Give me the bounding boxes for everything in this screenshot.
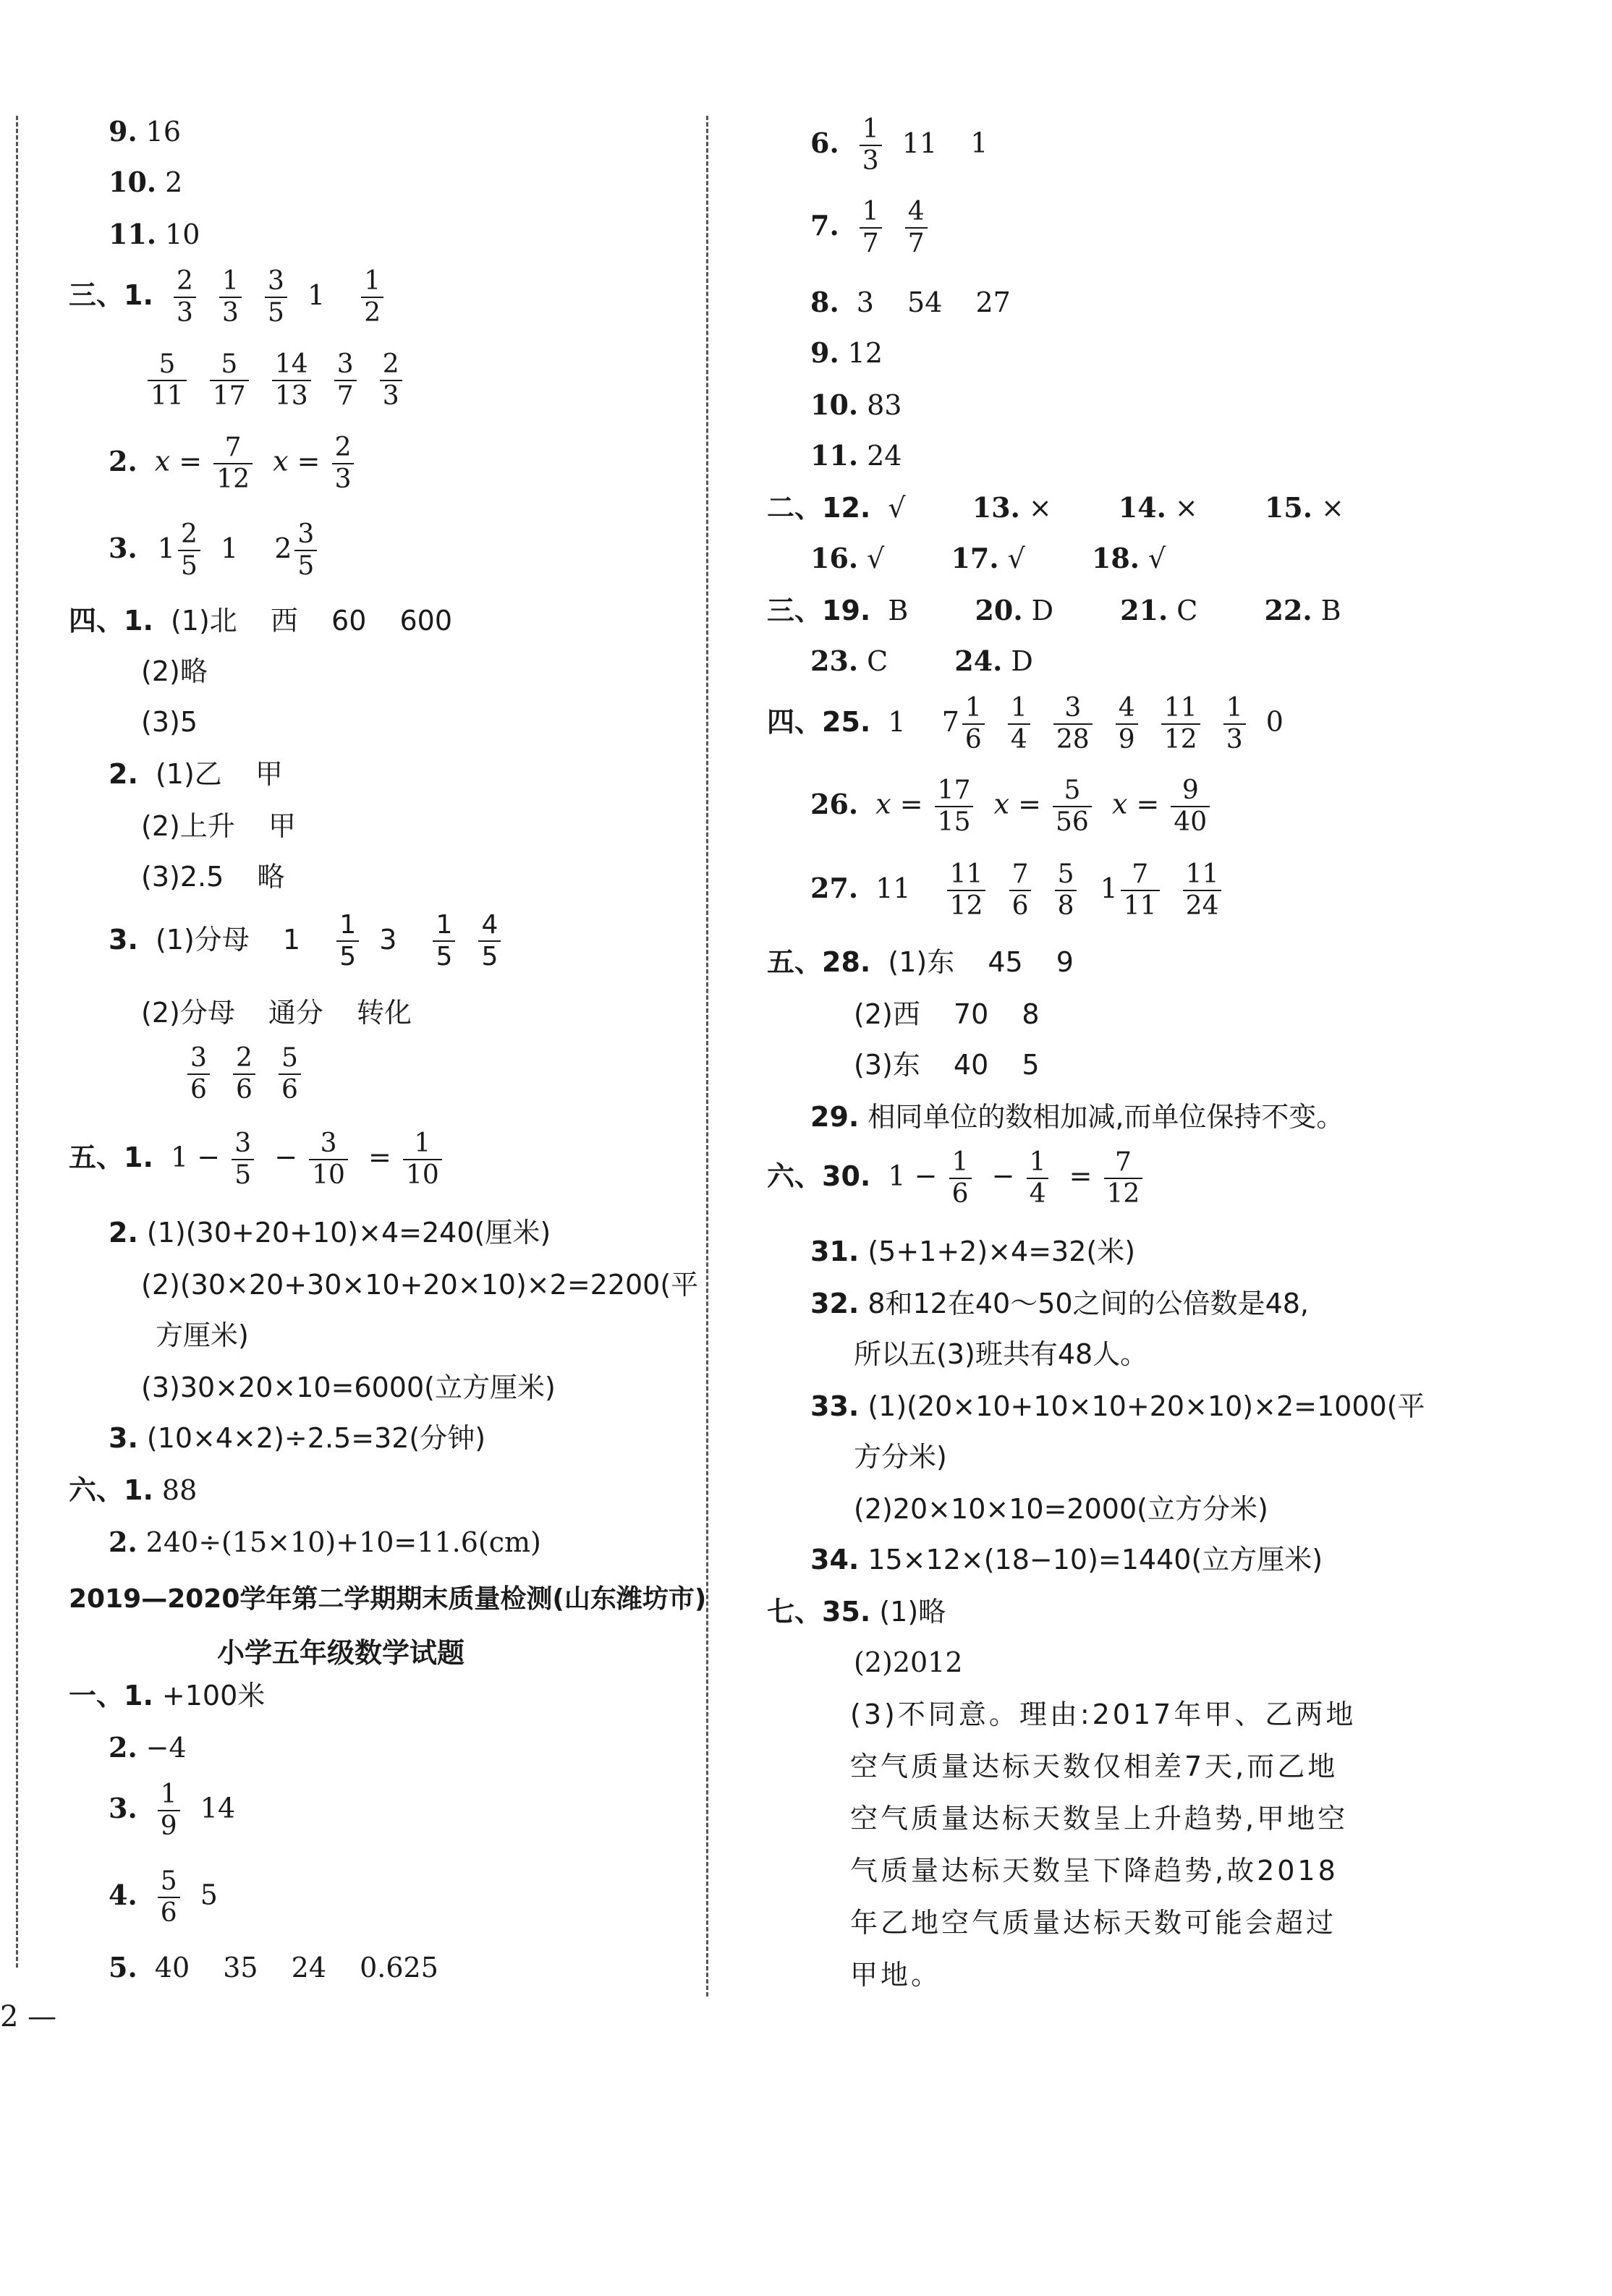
section-3-row1: 三、19. B 20. D 21. C 22. B — [767, 594, 1341, 626]
section-5-q28-part3: (3)东 40 5 — [854, 1049, 1040, 1081]
fraction: $\frac{1}{3}$ — [1223, 693, 1246, 755]
part1-q2: 2. −4 — [109, 1731, 187, 1764]
fraction: $\frac{5}{6}$ — [158, 1866, 180, 1929]
section-4-q26: 26. x = $\frac{17}{15}$ x = $\frac{5}{56}$ x = $\frac{9}{40}$ — [810, 775, 1221, 848]
fraction: $\frac{9}{40}$ — [1171, 775, 1210, 838]
section-4-q3-part2: (2)分母 通分 转化 — [141, 997, 412, 1029]
answer-9: 9. 16 — [109, 115, 182, 148]
fraction: $\frac{3}{28}$ — [1053, 693, 1093, 755]
fraction: $\frac{2}{5}$ — [178, 519, 200, 582]
section-3-q1-row2 — [145, 349, 414, 422]
fraction: $\frac{14}{13}$ — [272, 349, 311, 412]
section-5-q1: 五、1. 1 − $\frac{3}{5}$ − $\frac{3}{10}$ = $\frac{1}{10}$ — [69, 1128, 454, 1201]
fraction: $\frac{1}{5}$ — [433, 910, 455, 972]
section-5-q3: 3. (10×4×2)÷2.5=32(分钟) — [109, 1422, 486, 1454]
fraction: $\frac{3}{6}$ — [187, 1043, 210, 1105]
fraction: $\frac{3}{10}$ — [309, 1128, 348, 1191]
fraction: $\frac{1}{9}$ — [158, 1780, 180, 1842]
fraction: $\frac{11}{12}$ — [1161, 693, 1200, 755]
section-6-q33-part2: (2)20×10×10=2000(立方分米) — [854, 1493, 1268, 1525]
cut-line-left — [16, 116, 18, 1968]
fraction: $\frac{2}{3}$ — [332, 433, 355, 495]
fraction: $\frac{1}{6}$ — [949, 1147, 972, 1209]
section-6-q30: 六、30. 1 − $\frac{1}{6}$ − $\frac{1}{4}$ = $\frac{7}{12}$ — [767, 1147, 1154, 1220]
fraction: $\frac{3}{5}$ — [232, 1128, 254, 1191]
section-6-q33: 33. (1)(20×10+10×10+20×10)×2=1000(平 — [810, 1390, 1425, 1422]
fraction: $\frac{5}{17}$ — [210, 349, 249, 412]
fraction: $\frac{5}{8}$ — [1055, 859, 1077, 922]
exam-title: 2019—2020学年第二学期期末质量检测(山东潍坊市) — [69, 1584, 707, 1614]
section-2-row1: 二、12. √ 13. × 14. × 15. × — [767, 491, 1344, 524]
section-5-q28-part2: (2)西 70 8 — [854, 998, 1040, 1030]
fraction: $\frac{4}{7}$ — [905, 197, 928, 259]
section-5-q2: 2. (1)(30+20+10)×4=240(厘米) — [109, 1217, 551, 1249]
section-6-q31: 31. (5+1+2)×4=32(米) — [810, 1236, 1136, 1267]
section-4-q2-part2: (2)上升 甲 — [141, 810, 296, 842]
part1-q4: 4. $\frac{5}{6}$ 5 — [109, 1866, 218, 1928]
fraction: $\frac{5}{56}$ — [1053, 775, 1092, 838]
fraction: $\frac{11}{12}$ — [947, 859, 986, 922]
fraction: $\frac{5}{11}$ — [148, 349, 187, 412]
section-3-q2: 2. x = $\frac{7}{12}$ x = $\frac{2}{3}$ — [109, 433, 365, 505]
fraction: $\frac{5}{6}$ — [279, 1043, 301, 1105]
fraction: $\frac{1}{4}$ — [1027, 1147, 1049, 1209]
fraction: $\frac{4}{9}$ — [1116, 693, 1138, 755]
fraction: $\frac{3}{5}$ — [294, 519, 317, 582]
section-5-q29: 29. 相同单位的数相加减,而单位保持不变。 — [810, 1101, 1344, 1133]
answer-r6: 6. $\frac{1}{3}$ 11 1 — [810, 114, 988, 176]
fraction: $\frac{17}{15}$ — [935, 775, 974, 838]
page-number: 2 — — [0, 2000, 57, 2033]
fraction: $\frac{7}{12}$ — [1104, 1147, 1143, 1209]
section-7-q35-part3: (3)不同意。理由:2017年甲、乙两地空气质量达标天数仅相差7天,而乙地空气质量达标天数呈上升趋势,甲地空气质量达标天数呈下降趋势,故2018年乙地空气质量达标天数可能会超过甲地。 — [850, 1698, 1357, 1991]
section-4-q1-part3: (3)5 — [141, 706, 198, 738]
section-5-q28: 五、28. (1)东 45 9 — [767, 946, 1074, 978]
answer-r8: 8. 3 54 27 — [810, 286, 1011, 318]
section-3-q3: 3. 1 $\frac{2}{5}$ 1 2 $\frac{3}{5}$ — [109, 519, 328, 592]
section-4-q2: 2. (1)乙 甲 — [109, 758, 283, 790]
fraction: $\frac{11}{24}$ — [1183, 859, 1222, 922]
fraction: $\frac{7}{6}$ — [1009, 859, 1032, 922]
fraction: $\frac{1}{5}$ — [336, 910, 359, 972]
section-3-q1-row1: 三、1. $\frac{2}{3}$ $\frac{1}{3}$ $\frac{3}{5}$ 1 $\frac{1}{2}$ — [69, 266, 395, 339]
fraction: $\frac{1}{6}$ — [962, 693, 985, 755]
cut-line-middle — [706, 116, 708, 1997]
fraction: $\frac{4}{5}$ — [478, 910, 501, 972]
section-6-q33-cont: 方分米) — [854, 1441, 947, 1473]
answer-10: 10. 2 — [109, 166, 183, 198]
section-6-q1: 六、1. 88 — [69, 1474, 198, 1506]
section-6-q2: 2. 240÷(15×10)+10=11.6(cm) — [109, 1526, 541, 1558]
section-7-q35-part2: (2)2012 — [854, 1646, 963, 1678]
section-4-q25: 四、25. 1 7 $\frac{1}{6}$ $\frac{1}{4}$ $\frac{3}{28}$ $\frac{4}{9}$ $\frac{11}{12}$ $\frac{1}{3}$ 0 — [767, 693, 1284, 754]
section-4-q1-part2: (2)略 — [141, 655, 208, 687]
part1-q5: 5. 40 35 24 0.625 — [109, 1951, 438, 1984]
exam-subtitle: 小学五年级数学试题 — [217, 1637, 465, 1669]
section-4-q2-part3: (3)2.5 略 — [141, 861, 285, 893]
section-2-row2: 16. √ 17. √ 18. √ — [810, 542, 1166, 574]
fraction: $\frac{2}{6}$ — [233, 1043, 255, 1105]
section-6-q32: 32. 8和12在40～50之间的公倍数是48, — [810, 1288, 1309, 1319]
answer-r10: 10. 83 — [810, 388, 902, 421]
fraction: $\frac{7}{12}$ — [213, 433, 253, 495]
fraction: $\frac{1}{2}$ — [361, 266, 383, 328]
fraction: $\frac{1}{3}$ — [860, 114, 882, 177]
fraction: $\frac{2}{3}$ — [174, 266, 196, 328]
section-6-q34: 34. 15×12×(18−10)=1440(立方厘米) — [810, 1544, 1323, 1576]
section-4-q1: 四、1. (1)北 西 60 600 — [69, 605, 452, 637]
answer-r7: 7. $\frac{1}{7}$ $\frac{4}{7}$ — [810, 197, 939, 269]
fraction: $\frac{3}{7}$ — [334, 349, 357, 412]
section-7-q35: 七、35. (1)略 — [767, 1596, 946, 1628]
section-4-q3-fractions — [184, 1043, 313, 1115]
part1-q3: 3. $\frac{1}{9}$ 14 — [109, 1780, 236, 1841]
section-5-q2-part3: (3)30×20×10=6000(立方厘米) — [141, 1372, 556, 1403]
section-6-q32-cont: 所以五(3)班共有48人。 — [854, 1338, 1148, 1370]
fraction: $\frac{1}{4}$ — [1008, 693, 1030, 755]
answer-11: 11. 10 — [109, 218, 200, 250]
section-5-q2-part2: (2)(30×20+30×10+20×10)×2=2200(平 — [141, 1269, 699, 1301]
section-4-q27: 27. 11 $\frac{11}{12}$ $\frac{7}{6}$ $\frac{5}{8}$ 1 $\frac{7}{11}$ $\frac{11}{24}$ — [810, 859, 1233, 932]
fraction: $\frac{2}{3}$ — [380, 349, 402, 412]
answer-r11: 11. 24 — [810, 439, 902, 472]
fraction: $\frac{3}{5}$ — [265, 266, 287, 328]
fraction: $\frac{1}{3}$ — [219, 266, 242, 328]
fraction: $\frac{1}{7}$ — [860, 197, 882, 259]
fraction: $\frac{1}{10}$ — [403, 1128, 442, 1191]
answer-r9: 9. 12 — [810, 336, 883, 369]
fraction: $\frac{7}{11}$ — [1121, 859, 1160, 922]
section-4-q3: 3. (1)分母 1 $\frac{1}{5}$ 3 $\frac{1}{5}$ $\frac{4}{5}$ — [109, 910, 512, 982]
part1-q1: 一、1. +100米 — [69, 1680, 266, 1712]
section-3-row2: 23. C 24. D — [810, 645, 1033, 677]
section-5-q2-part2-cont: 方厘米) — [156, 1319, 249, 1351]
